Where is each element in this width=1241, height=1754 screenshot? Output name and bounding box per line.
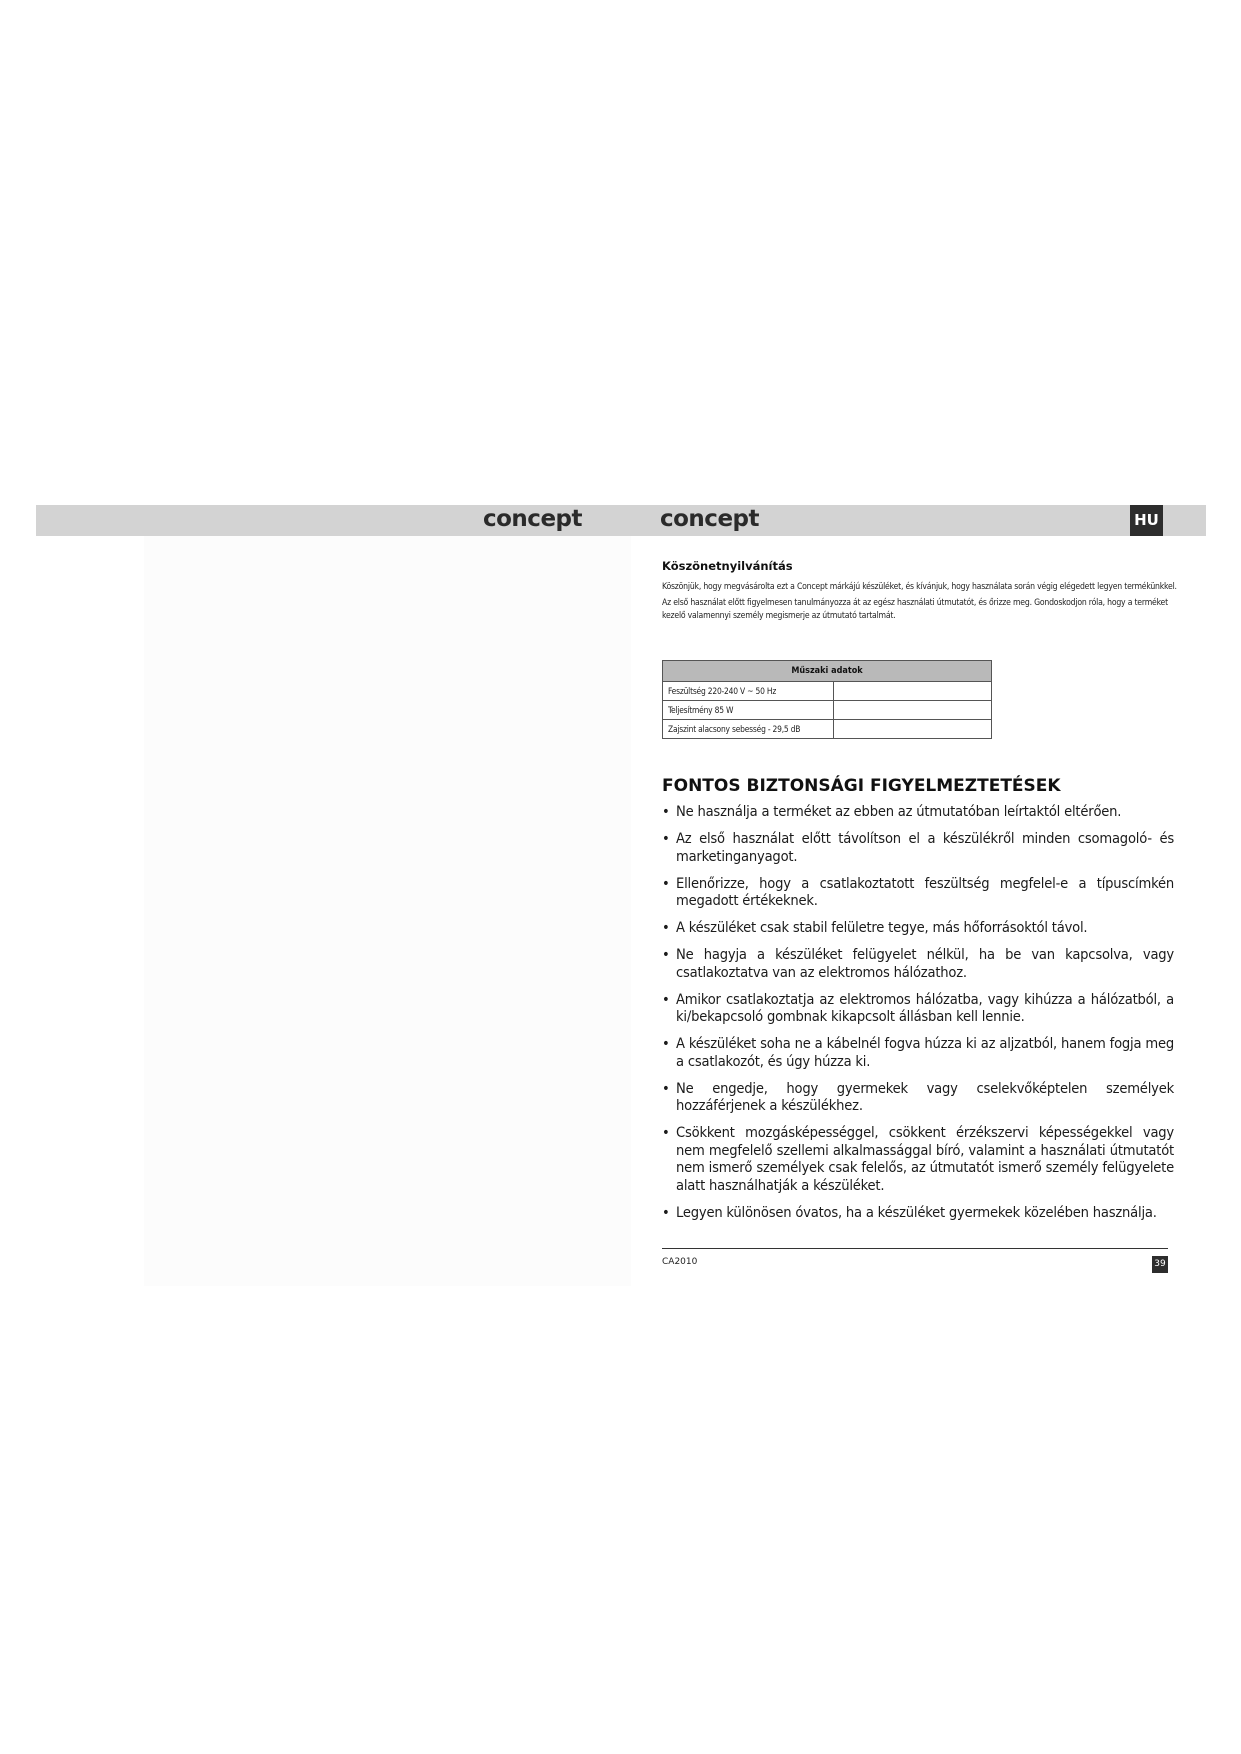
specs-label: Feszültség 220-240 V ~ 50 Hz [663, 682, 834, 701]
footer-divider [662, 1248, 1168, 1249]
warning-item: • Ne engedje, hogy gyermekek vagy cselekvőképtelen személyek hozzáférjenek a készülékhez. [662, 1080, 1174, 1115]
page-number: 39 [1152, 1256, 1168, 1273]
brand-logo-left: concept [483, 506, 583, 532]
specs-row [663, 720, 992, 739]
intro-paragraph: Köszönjük, hogy megvásárolta ezt a Concept márkájú készüléket, és kívánjuk, hogy használata során végig elégedett legyen termékünkkel. [662, 582, 1177, 592]
specs-value [834, 701, 992, 720]
warnings-title: FONTOS BIZTONSÁGI FIGYELMEZTETÉSEK [662, 776, 1061, 796]
warning-item: • A készüléket csak stabil felületre tegye, más hőforrásoktól távol. [662, 919, 1174, 937]
warnings-list [662, 803, 1174, 1231]
warning-item: • A készüléket soha ne a kábelnél fogva húzza ki az aljzatból, hanem fogja meg a csatlakozót, és úgy húzza ki. [662, 1035, 1174, 1070]
specs-value [834, 720, 992, 739]
specs-row [663, 701, 992, 720]
warning-item: • Ne használja a terméket az ebben az útmutatóban leírtaktól eltérően. [662, 803, 1174, 821]
specs-label: Teljesítmény 85 W [663, 701, 834, 720]
specs-header: Műszaki adatok [663, 661, 992, 682]
warning-item: • Csökkent mozgásképességgel, csökkent érzékszervi képességekkel vagy nem megfelelő szellemi alkalmassággal bíró, valamint a használati útmutatót nem ismerő személyek csak felelős, az útmutatót ismerő személy felügyelete alatt használhatják a készüléket. [662, 1124, 1174, 1194]
specs-value [834, 682, 992, 701]
intro-title: Köszönetnyilvánítás [662, 559, 793, 573]
header-band [36, 505, 1206, 536]
model-number: CA2010 [662, 1257, 698, 1267]
specs-table [662, 660, 992, 739]
left-page-blank [144, 536, 631, 1286]
specs-label: Zajszint alacsony sebesség - 29,5 dB [663, 720, 834, 739]
specs-row [663, 682, 992, 701]
warning-item: • Amikor csatlakoztatja az elektromos hálózatba, vagy kihúzza a hálózatból, a ki/bekapcsoló gombnak kikapcsolt állásban kell lennie. [662, 991, 1174, 1026]
warning-item: • Ellenőrizze, hogy a csatlakoztatott feszültség megfelel-e a típuscímkén megadott értékeknek. [662, 875, 1174, 910]
intro-paragraph: Az első használat előtt figyelmesen tanulmányozza át az egész használati útmutatót, és őrizze meg. Gondoskodjon róla, hogy a terméket kezelő valamennyi személy megismerje az útmutató tartalmát. [662, 598, 1168, 621]
warning-item: • Ne hagyja a készüléket felügyelet nélkül, ha be van kapcsolva, vagy csatlakoztatva van az elektromos hálózathoz. [662, 946, 1174, 981]
specs-header-row [663, 661, 992, 682]
intro-section [662, 559, 1178, 626]
warning-item: • Az első használat előtt távolítson el a készülékről minden csomagoló- és marketinganyagot. [662, 830, 1174, 865]
language-badge: HU [1130, 505, 1163, 536]
warning-item: • Legyen különösen óvatos, ha a készüléket gyermekek közelében használja. [662, 1204, 1174, 1222]
brand-logo-right: concept [660, 506, 760, 532]
